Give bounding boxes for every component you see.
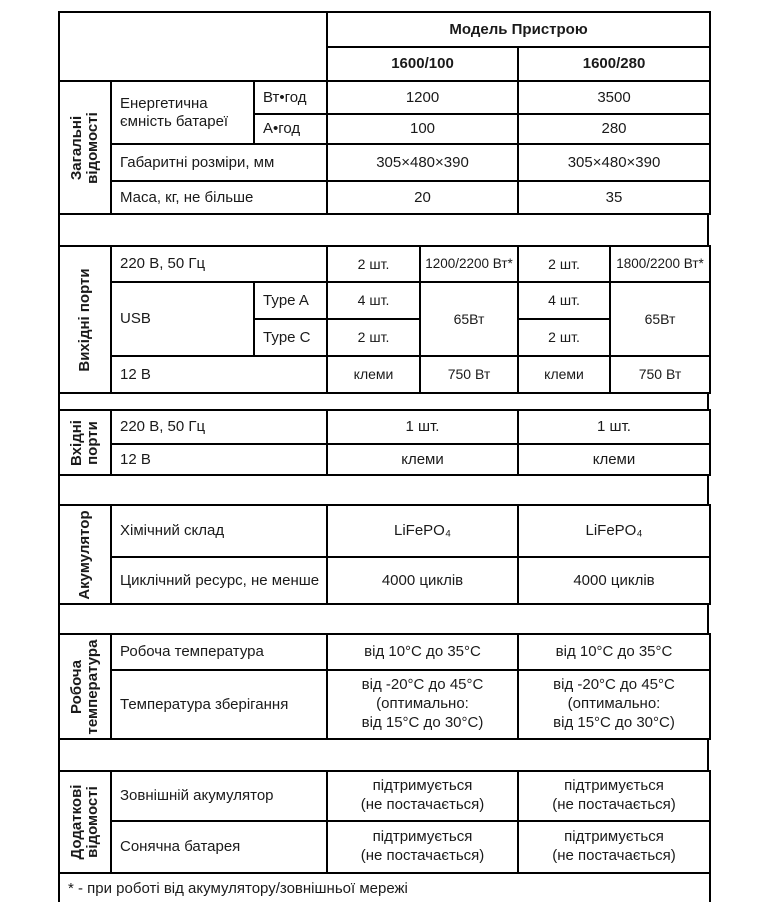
supported-line: підтримується xyxy=(372,777,473,795)
storage-temp-line: від -20°С до 45°С xyxy=(553,676,675,694)
cell-wh-model2: 3500 xyxy=(518,81,710,114)
cell-usb-a-qty-model2: 4 шт. xyxy=(518,282,610,319)
input-ports-table xyxy=(58,409,711,476)
cell-weight-model2: 35 xyxy=(518,181,710,214)
row-label-weight: Маса, кг, не більше xyxy=(111,181,327,214)
cell-usb-power-model1: 65Вт xyxy=(420,282,518,356)
cell-ext-battery-model1 xyxy=(327,771,518,821)
section-gap xyxy=(58,394,709,409)
unit-label-ah: А•год xyxy=(254,114,327,144)
cell-dimensions-model1: 305×480×390 xyxy=(327,144,518,181)
section-gap xyxy=(58,740,709,770)
cell-output-dc-conn-model2: клеми xyxy=(518,356,610,393)
section-gap xyxy=(58,605,709,633)
supported-line: (не постачається) xyxy=(552,847,676,864)
row-label-dimensions: Габаритні розміри, мм xyxy=(111,144,327,181)
section-label-battery xyxy=(59,505,111,604)
footnote: * - при роботі від акумулятору/зовнішньої мережі xyxy=(59,873,710,902)
cell-cycles-model2: 4000 циклів xyxy=(518,557,710,604)
supported-line: (не постачається) xyxy=(552,796,676,813)
section-label-additional xyxy=(59,771,111,873)
cell-usb-c-qty-model1: 2 шт. xyxy=(327,319,420,356)
storage-temp-line: (оптимально: xyxy=(376,695,469,713)
battery-table xyxy=(58,504,711,605)
output-ports-table xyxy=(58,245,711,394)
cell-operating-temp-model1: від 10°С до 35°С xyxy=(327,634,518,670)
row-label-usb: USB xyxy=(111,282,254,356)
cell-solar-model1 xyxy=(327,821,518,873)
unit-label-wh: Вт•год xyxy=(254,81,327,114)
supported-line: (не постачається) xyxy=(360,847,485,864)
cell-storage-temp-model2 xyxy=(518,670,710,739)
cell-weight-model1: 20 xyxy=(327,181,518,214)
row-label-input-ac: 220 В, 50 Гц xyxy=(111,410,327,444)
model-header-cell: Модель Пристрою xyxy=(327,12,710,47)
storage-temp-line: від 15°С до 30°С) xyxy=(553,713,675,731)
cell-input-ac-model1: 1 шт. xyxy=(327,410,518,444)
row-label-solar: Сонячна батарея xyxy=(111,821,327,873)
section-label-temperature xyxy=(59,634,111,739)
model1-header-cell: 1600/100 xyxy=(327,47,518,81)
cell-output-dc-power-model1: 750 Вт xyxy=(420,356,518,393)
cell-usb-power-model2: 65Вт xyxy=(610,282,710,356)
temperature-table xyxy=(58,633,711,740)
cell-output-ac-qty-model1: 2 шт. xyxy=(327,246,420,282)
row-label-ext-battery: Зовнішній акумулятор xyxy=(111,771,327,821)
cell-cycles-model1: 4000 циклів xyxy=(327,557,518,604)
row-label-usb-type-c: Type C xyxy=(254,319,327,356)
supported-line: підтримується xyxy=(372,828,473,846)
supported-line: (не постачається) xyxy=(360,796,485,813)
row-label-chemistry: Хімічний склад xyxy=(111,505,327,557)
section-label-output-ports-text: Вихідні порти xyxy=(75,267,93,372)
cell-dimensions-model2: 305×480×390 xyxy=(518,144,710,181)
cell-output-ac-power-model2: 1800/2200 Вт* xyxy=(610,246,710,282)
row-label-cycles: Циклічний ресурс, не менше xyxy=(111,557,327,604)
section-gap xyxy=(58,215,709,245)
cell-solar-model2 xyxy=(518,821,710,873)
cell-ext-battery-model2 xyxy=(518,771,710,821)
cell-input-ac-model2: 1 шт. xyxy=(518,410,710,444)
section-gap xyxy=(58,476,709,504)
section-label-output-ports xyxy=(59,246,111,393)
storage-temp-line: від -20°С до 45°С xyxy=(361,676,484,694)
cell-operating-temp-model2: від 10°С до 35°С xyxy=(518,634,710,670)
row-label-usb-type-a: Type A xyxy=(254,282,327,319)
cell-output-ac-power-model1: 1200/2200 Вт* xyxy=(420,246,518,282)
cell-output-dc-conn-model1: клеми xyxy=(327,356,420,393)
cell-ah-model2: 280 xyxy=(518,114,710,144)
supported-line: підтримується xyxy=(564,777,664,795)
section-label-battery-text: Акумулятор xyxy=(75,509,93,600)
section-label-input-ports xyxy=(59,410,111,475)
additional-info-table xyxy=(58,770,711,902)
cell-input-dc-model2: клеми xyxy=(518,444,710,475)
cell-input-dc-model1: клеми xyxy=(327,444,518,475)
section-label-input-ports-text: Вхідні порти xyxy=(67,419,101,466)
cell-wh-model1: 1200 xyxy=(327,81,518,114)
section-label-general xyxy=(59,81,111,214)
storage-temp-line: (оптимально: xyxy=(567,695,661,713)
row-label-storage-temp: Температура зберігання xyxy=(111,670,327,739)
cell-chemistry-model2: LiFePO₄ xyxy=(518,505,710,557)
row-label-operating-temp: Робоча температура xyxy=(111,634,327,670)
header-empty-cell xyxy=(59,12,327,81)
cell-ah-model1: 100 xyxy=(327,114,518,144)
cell-storage-temp-model1 xyxy=(327,670,518,739)
cell-usb-a-qty-model1: 4 шт. xyxy=(327,282,420,319)
model2-header-cell: 1600/280 xyxy=(518,47,710,81)
section-label-temperature-text: Робоча температура xyxy=(67,639,101,734)
general-info-table xyxy=(58,11,711,215)
row-label-output-ac: 220 В, 50 Гц xyxy=(111,246,327,282)
cell-usb-c-qty-model2: 2 шт. xyxy=(518,319,610,356)
row-label-output-dc: 12 В xyxy=(111,356,327,393)
section-label-additional-text: Додаткові відомості xyxy=(67,784,101,860)
supported-line: підтримується xyxy=(564,828,664,846)
spec-table xyxy=(58,11,709,902)
row-label-energy-capacity: Енергетична ємність батареї xyxy=(111,81,254,144)
row-label-input-dc: 12 В xyxy=(111,444,327,475)
storage-temp-line: від 15°С до 30°С) xyxy=(361,713,484,731)
cell-output-dc-power-model2: 750 Вт xyxy=(610,356,710,393)
cell-output-ac-qty-model2: 2 шт. xyxy=(518,246,610,282)
cell-chemistry-model1: LiFePO₄ xyxy=(327,505,518,557)
section-label-general-text: Загальні відомості xyxy=(67,111,101,184)
